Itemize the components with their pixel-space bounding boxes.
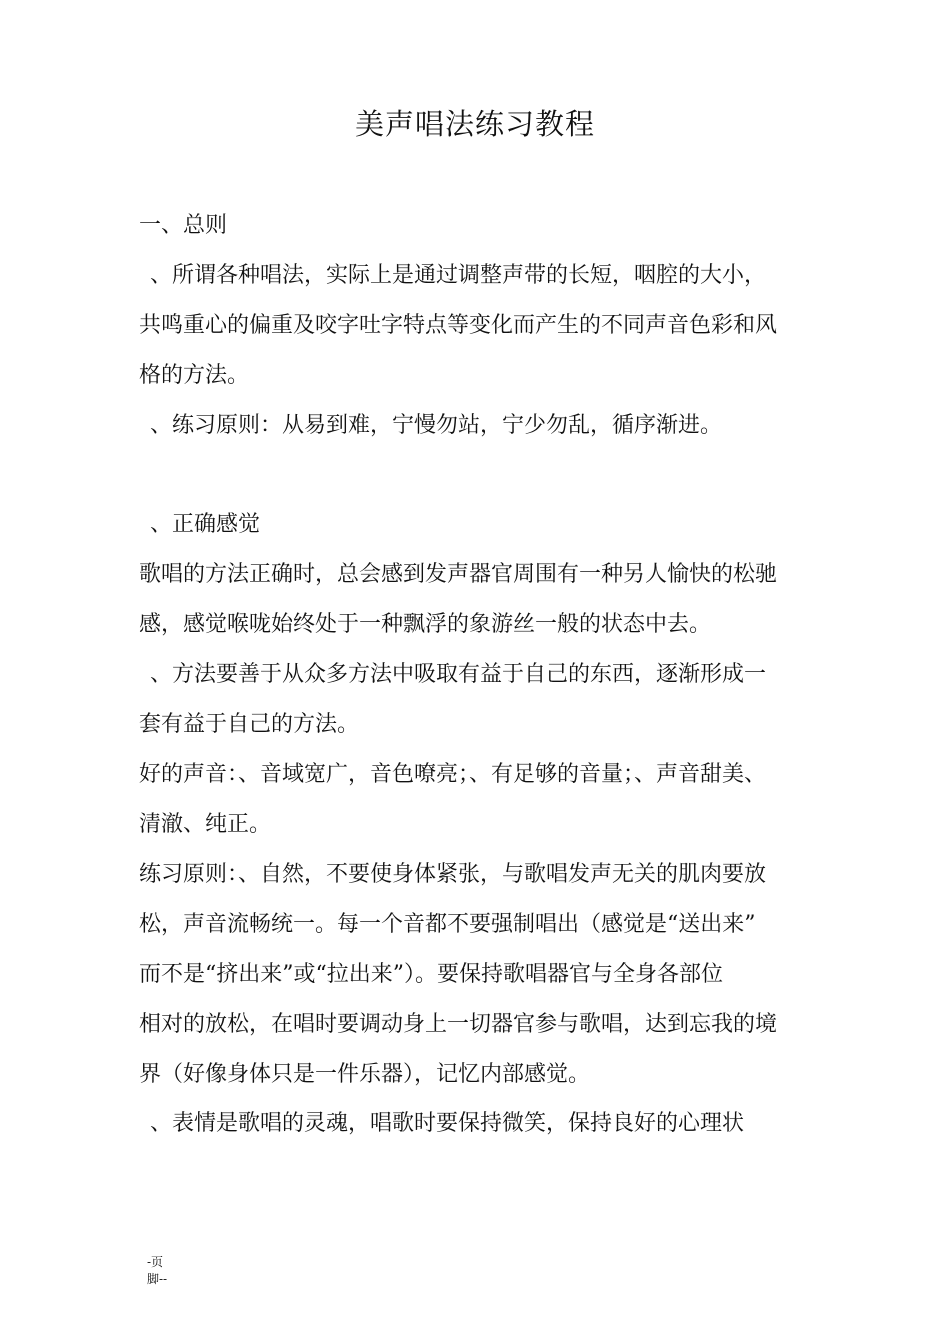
body-line-17: 、表情是歌唱的灵魂，唱歌时要保持微笑，保持良好的心理状 bbox=[150, 1111, 745, 1136]
document-title: 美声唱法练习教程 bbox=[354, 107, 595, 141]
body-line-16: 界（好像身体只是一件乐器），记忆内部感觉。 bbox=[139, 1062, 591, 1087]
body-line-10: 好的声音：、音域宽广，音色嘹亮；、有足够的音量；、声音甜美、 bbox=[139, 762, 767, 787]
body-line-7: 感，感觉喉咙始终处于一种飘浮的象游丝一般的状态中去。 bbox=[139, 612, 712, 637]
section-heading-general: 一、总则 bbox=[139, 213, 228, 238]
body-line-11: 清澈、纯正。 bbox=[139, 812, 272, 837]
body-line-9: 套有益于自己的方法。 bbox=[139, 712, 360, 737]
body-line-12: 练习原则：、自然，不要使身体紧张，与歌唱发声无关的肌肉要放 bbox=[139, 862, 767, 887]
body-line-14: 而不是“挤出来”或“拉出来”）。要保持歌唱器官与全身各部位 bbox=[139, 962, 723, 987]
body-line-3: 格的方法。 bbox=[139, 363, 250, 388]
footer-line-2: 脚-- bbox=[147, 1272, 168, 1286]
body-line-13: 松，声音流畅统一。每一个音都不要强制唱出（感觉是“送出来” bbox=[139, 912, 756, 937]
page-footer bbox=[147, 1254, 167, 1288]
body-line-2: 共鸣重心的偏重及咬字吐字特点等变化而产生的不同声音色彩和风 bbox=[139, 313, 778, 338]
body-line-15: 相对的放松，在唱时要调动身上一切器官参与歌唱，达到忘我的境 bbox=[139, 1012, 778, 1037]
body-line-6: 歌唱的方法正确时，总会感到发声器官周围有一种另人愉快的松驰 bbox=[139, 562, 778, 587]
body-line-1: 、所谓各种唱法，实际上是通过调整声带的长短，咽腔的大小， bbox=[150, 263, 767, 288]
body-line-8: 、方法要善于从众多方法中吸取有益于自己的东西，逐渐形成一 bbox=[150, 662, 767, 687]
subheading-correct-feeling: 、正确感觉 bbox=[150, 512, 261, 537]
footer-line-1: -页 bbox=[147, 1255, 164, 1269]
body-line-4: 、练习原则：从易到难，宁慢勿站，宁少勿乱，循序渐进。 bbox=[150, 413, 723, 438]
